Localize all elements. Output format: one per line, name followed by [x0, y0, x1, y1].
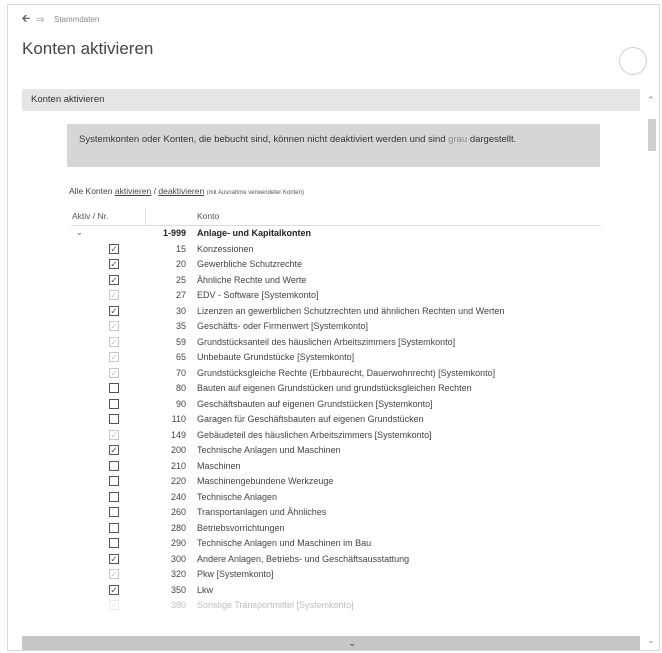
account-nr: 300 — [170, 553, 186, 564]
info-box — [67, 124, 600, 167]
account-checkbox[interactable] — [109, 461, 119, 471]
account-nr: 90 — [175, 398, 186, 409]
table-row[interactable] — [71, 257, 601, 273]
table-row[interactable] — [71, 459, 601, 475]
table-row[interactable] — [71, 536, 601, 552]
account-name: Grundstücksgleiche Rechte (Erbbaurecht, Dauerwohnrecht) [Systemkonto] — [197, 367, 496, 378]
account-nr: 110 — [171, 414, 186, 424]
account-name: Bauten auf eigenen Grundstücken und grundstücksgleichen Rechten — [197, 383, 472, 393]
account-checkbox[interactable] — [109, 414, 119, 424]
bulk-separator: / — [153, 186, 156, 196]
chevron-down-icon[interactable]: ⌄ — [76, 228, 83, 237]
column-divider — [145, 208, 146, 225]
account-nr: 20 — [175, 259, 186, 269]
circle-action-button[interactable] — [619, 47, 647, 75]
account-checkbox[interactable] — [109, 306, 119, 316]
account-checkbox[interactable] — [109, 554, 119, 564]
account-nr: 350 — [170, 584, 186, 595]
account-name: Maschinen — [197, 460, 241, 471]
group-row[interactable] — [71, 226, 601, 242]
account-name: Technische Anlagen und Maschinen — [197, 445, 341, 455]
account-name: Pkw [Systemkonto] — [197, 569, 274, 579]
table-row[interactable] — [71, 474, 601, 490]
group-nr: 1-999 — [162, 228, 186, 238]
account-nr: 320 — [170, 569, 186, 579]
table-row[interactable] — [71, 521, 601, 537]
account-checkbox[interactable] — [109, 275, 119, 285]
account-nr: 280 — [170, 522, 186, 533]
table-row[interactable] — [71, 273, 601, 289]
arrow-left-icon[interactable]: 🡰 — [21, 12, 31, 25]
account-name: Lkw — [197, 584, 214, 595]
account-checkbox[interactable] — [109, 585, 119, 595]
account-name: Betriebsvorrichtungen — [197, 522, 285, 533]
table-row[interactable] — [71, 443, 601, 459]
account-name: Transportanlagen und Ähnliches — [197, 507, 327, 517]
account-name: Konzessionen — [197, 243, 254, 254]
checkmark-icon: ✓ — [110, 243, 118, 254]
panel-content — [22, 111, 640, 650]
bulk-prefix: Alle Konten — [69, 186, 113, 196]
account-nr: 80 — [175, 383, 186, 393]
account-name: Garagen für Geschäftsbauten auf eigenen Grundstücken — [197, 414, 424, 424]
top-navigation-bar — [8, 5, 659, 33]
checkmark-icon: ✓ — [110, 445, 118, 455]
table-row[interactable] — [71, 350, 601, 366]
panel-header: Konten aktivieren — [22, 89, 640, 111]
account-checkbox[interactable] — [109, 492, 119, 502]
table-row[interactable] — [71, 397, 601, 413]
table-row[interactable] — [71, 567, 601, 583]
account-checkbox — [109, 569, 119, 579]
account-name: Sonstige Transportmittel [Systemkonto] — [197, 600, 354, 610]
table-row[interactable] — [71, 490, 601, 506]
account-nr: 35 — [175, 321, 186, 331]
checkmark-icon: ✓ — [110, 600, 118, 610]
checkmark-icon: ✓ — [110, 259, 118, 269]
account-nr: 380 — [170, 600, 186, 610]
account-checkbox — [109, 290, 119, 300]
checkmark-icon: ✓ — [110, 336, 118, 347]
account-name: Unbebaute Grundstücke [Systemkonto] — [197, 352, 355, 362]
account-nr: 260 — [170, 507, 186, 517]
account-name: Geschäftsbauten auf eigenen Grundstücken [Systemkonto] — [197, 398, 433, 409]
table-row[interactable] — [71, 598, 601, 614]
account-nr: 220 — [170, 476, 186, 486]
checkmark-icon: ✓ — [110, 274, 118, 285]
account-checkbox[interactable] — [109, 523, 119, 533]
table-row[interactable] — [71, 304, 601, 320]
account-nr: 290 — [170, 538, 186, 548]
checkmark-icon: ✓ — [110, 553, 118, 564]
account-name: Lizenzen an gewerblichen Schutzrechten und ähnlichen Rechten und Werten — [197, 305, 505, 316]
account-checkbox[interactable] — [109, 259, 119, 269]
account-checkbox — [109, 321, 119, 331]
table-row[interactable] — [71, 428, 601, 444]
account-name: Gebäudeteil des häuslichen Arbeitszimmers [Systemkonto] — [197, 429, 432, 440]
arrow-right-icon[interactable]: ⇒ — [35, 13, 45, 26]
account-nr: 70 — [175, 367, 186, 378]
account-nr: 30 — [175, 305, 186, 316]
table-row[interactable] — [71, 505, 601, 521]
table-row[interactable] — [71, 335, 601, 351]
account-name: Technische Anlagen und Maschinen im Bau — [197, 538, 372, 548]
table-row[interactable] — [71, 288, 601, 304]
chevron-down-icon[interactable]: ⌄ — [647, 635, 655, 645]
info-grey-word: grau — [448, 134, 468, 145]
table-row[interactable] — [71, 319, 601, 335]
account-checkbox — [109, 337, 119, 347]
table-row[interactable] — [71, 381, 601, 397]
account-nr: 15 — [175, 243, 186, 254]
account-nr: 27 — [175, 290, 186, 300]
chevron-down-icon[interactable]: ⌄ — [348, 638, 357, 649]
vertical-scrollbar[interactable] — [645, 89, 659, 650]
table-row[interactable] — [71, 583, 601, 599]
table-row[interactable] — [71, 242, 601, 258]
account-checkbox — [109, 352, 119, 362]
app-window — [7, 4, 660, 651]
account-checkbox[interactable] — [109, 399, 119, 409]
checkmark-icon: ✓ — [110, 569, 118, 579]
checkmark-icon: ✓ — [110, 584, 118, 595]
bulk-note: (mit Ausnahme verwendeter Konten) — [206, 190, 304, 196]
account-nr: 59 — [175, 336, 186, 347]
account-name: EDV - Software [Systemkonto] — [197, 290, 319, 300]
deactivate-all-link[interactable]: deaktivieren — [158, 186, 205, 196]
accounts-table — [71, 208, 601, 614]
activate-all-link[interactable]: aktivieren — [114, 186, 152, 196]
account-nr: 149 — [170, 429, 186, 440]
account-checkbox[interactable] — [109, 507, 119, 517]
bottom-overlay-bar — [22, 636, 640, 650]
checkmark-icon: ✓ — [110, 429, 118, 440]
account-nr: 25 — [175, 274, 186, 285]
account-checkbox — [109, 430, 119, 440]
table-header — [71, 208, 601, 226]
account-nr: 240 — [170, 491, 186, 502]
account-name: Gewerbliche Schutzrechte — [197, 259, 303, 269]
account-nr: 200 — [170, 445, 186, 455]
account-checkbox[interactable] — [109, 244, 119, 254]
bulk-actions — [69, 186, 304, 196]
table-row[interactable] — [71, 412, 601, 428]
checkmark-icon: ✓ — [110, 352, 118, 362]
table-row[interactable] — [71, 552, 601, 568]
account-checkbox[interactable] — [109, 538, 119, 548]
column-header-konto[interactable]: Konto — [197, 211, 220, 221]
account-checkbox[interactable] — [109, 445, 119, 455]
checkmark-icon: ✓ — [110, 290, 118, 300]
account-name: Ähnliche Rechte und Werte — [197, 274, 307, 285]
account-nr: 65 — [175, 352, 186, 362]
column-header-aktiv[interactable]: Aktiv / Nr. — [72, 211, 109, 221]
account-checkbox[interactable] — [109, 476, 119, 486]
account-checkbox — [109, 600, 119, 610]
info-text: Systemkonten oder Konten, die bebucht sind, können nicht deaktiviert werden und sind — [79, 134, 446, 145]
page-title: Konten aktivieren — [22, 39, 154, 58]
account-checkbox[interactable] — [109, 383, 119, 393]
account-name: Technische Anlagen — [197, 491, 278, 502]
account-name: Grundstücksanteil des häuslichen Arbeitszimmers [Systemkonto] — [197, 336, 456, 347]
scrollbar-thumb[interactable] — [648, 119, 656, 151]
checkmark-icon: ✓ — [110, 321, 118, 331]
info-text-end: dargestellt. — [469, 134, 517, 145]
account-name: Maschinengebundene Werkzeuge — [197, 476, 334, 486]
group-label: Anlage- und Kapitalkonten — [197, 228, 312, 238]
table-row[interactable] — [71, 366, 601, 382]
chevron-up-icon[interactable]: ⌃ — [647, 95, 655, 105]
checkmark-icon: ✓ — [110, 367, 118, 378]
account-checkbox — [109, 368, 119, 378]
account-name: Geschäfts- oder Firmenwert [Systemkonto] — [197, 321, 369, 331]
breadcrumb[interactable]: Stammdaten — [54, 14, 100, 24]
account-name: Andere Anlagen, Betriebs- und Geschäftsausstattung — [197, 553, 410, 564]
checkmark-icon: ✓ — [110, 305, 118, 316]
account-nr: 210 — [170, 460, 186, 471]
